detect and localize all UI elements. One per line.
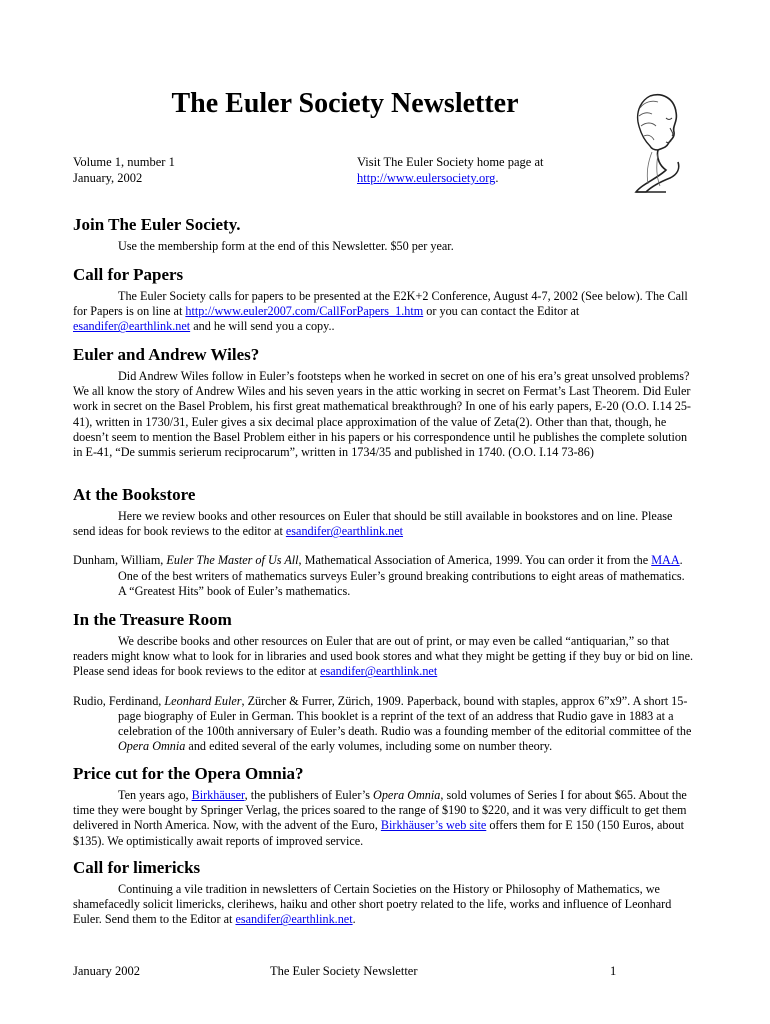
issue-date: January, 2002 xyxy=(73,171,143,185)
section-heading: At the Bookstore xyxy=(73,485,196,504)
maa-link[interactable]: MAA xyxy=(651,553,680,568)
section-heading: Call for Papers xyxy=(73,265,184,284)
price-cut-text: Ten years ago, Birkhäuser, the publishers of Euler’s Opera Omnia, sold volumes of Series I for about $65. About the time they were bought by Springer Verlag, the prices soared to the range of $190 to $220, and it was very difficult to get them delivered in North America. Now, with the advent of the Euro, Birkhäuser’s web site offers them for E 150 (150 Euros, about $135). We optimistically await reports of improved service. xyxy=(73,788,687,848)
book-reference: Dunham, William, Euler The Master of Us All, Mathematical Association of America, 1999. You can order it from the MAA. One of the best writers of mathematics surveys Euler’s ground breaking contributions to eight areas of mathematics. A “Greatest Hits” book of Euler’s mathematics. xyxy=(73,553,685,598)
call-for-papers-link[interactable]: http://www.euler2007.com/CallForPapers_1.htm xyxy=(185,304,424,319)
limericks-text: Continuing a vile tradition in newsletters of Certain Societies on the History or Philosophy of Mathematics, we shamefacedly solicit limericks, clerihews, haiku and other short poetry related to the life, works and influence of Leonhard Euler. Send them to the Editor at esandifer@earthlink.net. xyxy=(73,882,672,927)
footer-date: January 2002 xyxy=(73,964,140,978)
newsletter-title: The Euler Society Newsletter xyxy=(171,88,519,119)
editor-email-link[interactable]: esandifer@earthlink.net xyxy=(285,524,404,539)
editor-email-link[interactable]: esandifer@earthlink.net xyxy=(320,664,438,679)
bookstore-section xyxy=(73,484,695,599)
section-heading: Price cut for the Opera Omnia? xyxy=(73,764,304,783)
home-page-line: http://www.eulersociety.org. xyxy=(357,171,499,185)
bookstore-intro: Here we review books and other resources on Euler that should be still available in bookstores and on line. Please send ideas for book reviews to the editor at esandifer@earthlink.net xyxy=(73,509,673,539)
section-heading: Euler and Andrew Wiles? xyxy=(73,345,260,364)
join-text: Use the membership form at the end of this Newsletter. $50 per year. xyxy=(118,239,454,253)
call-for-papers-text: The Euler Society calls for papers to be presented at the E2K+2 Conference, August 4-7, 2002 (See below). The Call for Papers is on line at http://www.euler2007.com/CallForPapers_1.htm or you can contact the Editor at esandifer@earthlink.net and he will send you a copy.. xyxy=(73,289,688,334)
volume-number: Volume 1, number 1 xyxy=(73,155,175,169)
issue-info xyxy=(73,154,175,186)
wiles-section xyxy=(73,344,695,460)
editor-email-link[interactable]: esandifer@earthlink.net xyxy=(73,319,191,334)
home-page-link[interactable]: http://www.eulersociety.org xyxy=(357,171,496,185)
birkhauser-link[interactable]: Birkhäuser xyxy=(191,788,245,802)
footer-title: The Euler Society Newsletter xyxy=(270,964,418,978)
euler-portrait xyxy=(622,88,684,198)
limericks-section xyxy=(73,857,695,928)
home-page-info xyxy=(357,154,543,186)
call-for-papers-section xyxy=(73,264,695,335)
treasure-intro: We describe books and other resources on Euler that are out of print, or may even be called “antiquarian,” so that readers might know what to look for in libraries and used book stores and what they might be getting if they buy or bid on line. Please send ideas for book reviews to the editor at esandifer@earthlink.net xyxy=(73,634,694,679)
section-heading: In the Treasure Room xyxy=(73,610,232,629)
birkhauser-website-link[interactable]: Birkhäuser’s web site xyxy=(380,818,487,833)
section-heading: Join The Euler Society. xyxy=(73,215,241,234)
section-heading: Call for limericks xyxy=(73,858,201,877)
price-cut-section xyxy=(73,763,695,849)
join-section xyxy=(73,214,695,254)
book-reference: Rudio, Ferdinand, Leonhard Euler, Zürcher & Furrer, Zürich, 1909. Paperback, bound with staples, approx 6”x9”. A short 15-page biography of Euler in German. This booklet is a reprint of the text of an address that Rudio gave in 1883 at a celebration of the 100th anniversary of Euler’s death. Rudio was a founding member of the editorial committee of the Opera Omnia and edited several of the early volumes, including some on number theory. xyxy=(73,693,692,754)
editor-email-link[interactable]: esandifer@earthlink.net xyxy=(235,912,353,927)
page-number: 1 xyxy=(610,964,617,978)
visit-text: Visit The Euler Society home page at xyxy=(357,155,544,169)
treasure-room-section xyxy=(73,609,695,754)
wiles-text: Did Andrew Wiles follow in Euler’s footsteps when he worked in secret on one of his era’s great unsolved problems? We all know the story of Andrew Wiles and his seven years in the attic working in secret on Fermat’s Last Theorem. Did Euler work in secret on the Basel Problem, his first great mathematical breakthrough? In one of his early papers, E-20 (O.O. I.14 25-41), written in 1730/31, Euler gives a six decimal place approximation of the value of Zeta(2). Other than that, though, he doesn’t seem to mention the Basel Problem either in his papers or his correspondence until he publishes the complete solution in E-41, “De summis serierum reciprocarum”, written in 1734/35 and published in 1740. (O.O. I.14 73-86) xyxy=(73,369,691,460)
